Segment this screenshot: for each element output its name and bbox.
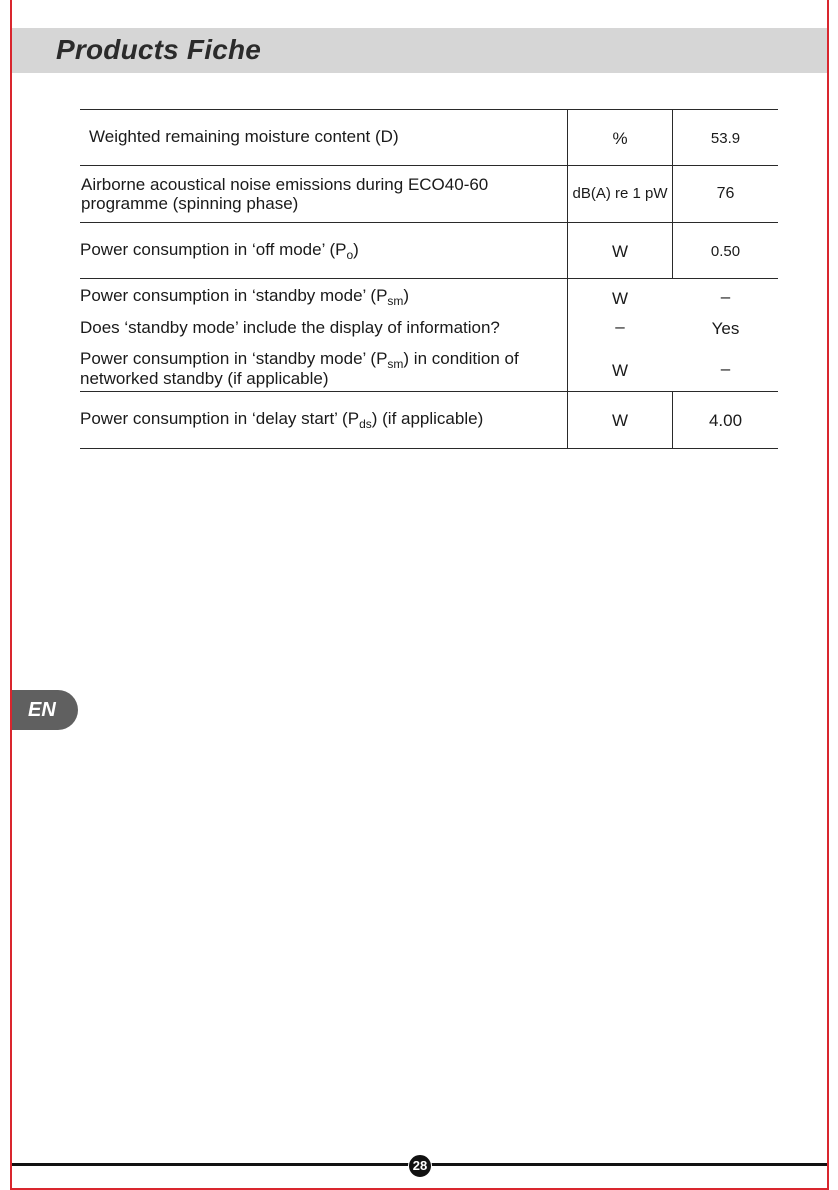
language-label: EN (28, 699, 56, 721)
table-rule (80, 448, 778, 449)
noise-unit: dB(A) re 1 pW (572, 185, 668, 202)
standby-unit: W (611, 289, 629, 308)
delay-start-unit: W (611, 411, 629, 430)
moisture-value: 53.9 (710, 130, 741, 147)
moisture-unit: % (612, 129, 628, 148)
noise-label-line2: programme (spinning phase) (81, 194, 299, 213)
table-rule (80, 109, 778, 110)
language-tab (12, 690, 78, 730)
table-rule (80, 278, 778, 279)
delay-start-label: Power consumption in ‘delay start’ $(P_{ds})$ (if applicable) (80, 409, 484, 431)
networked-label-line1: Power consumption in ‘standby mode’ $(P_{sm})$ in condition of (80, 349, 519, 371)
noise-value: 76 (716, 185, 735, 202)
standby-label: Power consumption in ‘standby mode’ $(P_{sm})$ (80, 286, 410, 308)
table-rule (80, 165, 778, 166)
page-border-left (10, 0, 12, 1190)
off-mode-label: Power consumption in ‘off mode’ $(P_o)$ (80, 240, 359, 262)
off-mode-unit: W (611, 242, 629, 261)
display-value: Yes (711, 319, 740, 338)
off-mode-value: 0.50 (710, 243, 741, 260)
noise-label-line1: Airborne acoustical noise emissions during ECO40-60 (81, 175, 489, 194)
table-rule (80, 391, 778, 392)
page-number: 28 (408, 1154, 432, 1178)
networked-unit: W (611, 361, 629, 380)
display-label: Does ‘standby mode’ include the display of information? (80, 318, 500, 337)
page-title: Products Fiche (56, 34, 262, 65)
networked-value: – (720, 359, 731, 378)
header-band (12, 28, 827, 73)
moisture-label: Weighted remaining moisture content (D) (89, 127, 399, 146)
networked-label-line2: networked standby (if applicable) (80, 369, 329, 388)
delay-start-value: 4.00 (708, 411, 743, 430)
display-unit: – (615, 317, 625, 336)
standby-value: – (720, 287, 731, 306)
table-rule (80, 222, 778, 223)
page-border-right (827, 0, 829, 1190)
